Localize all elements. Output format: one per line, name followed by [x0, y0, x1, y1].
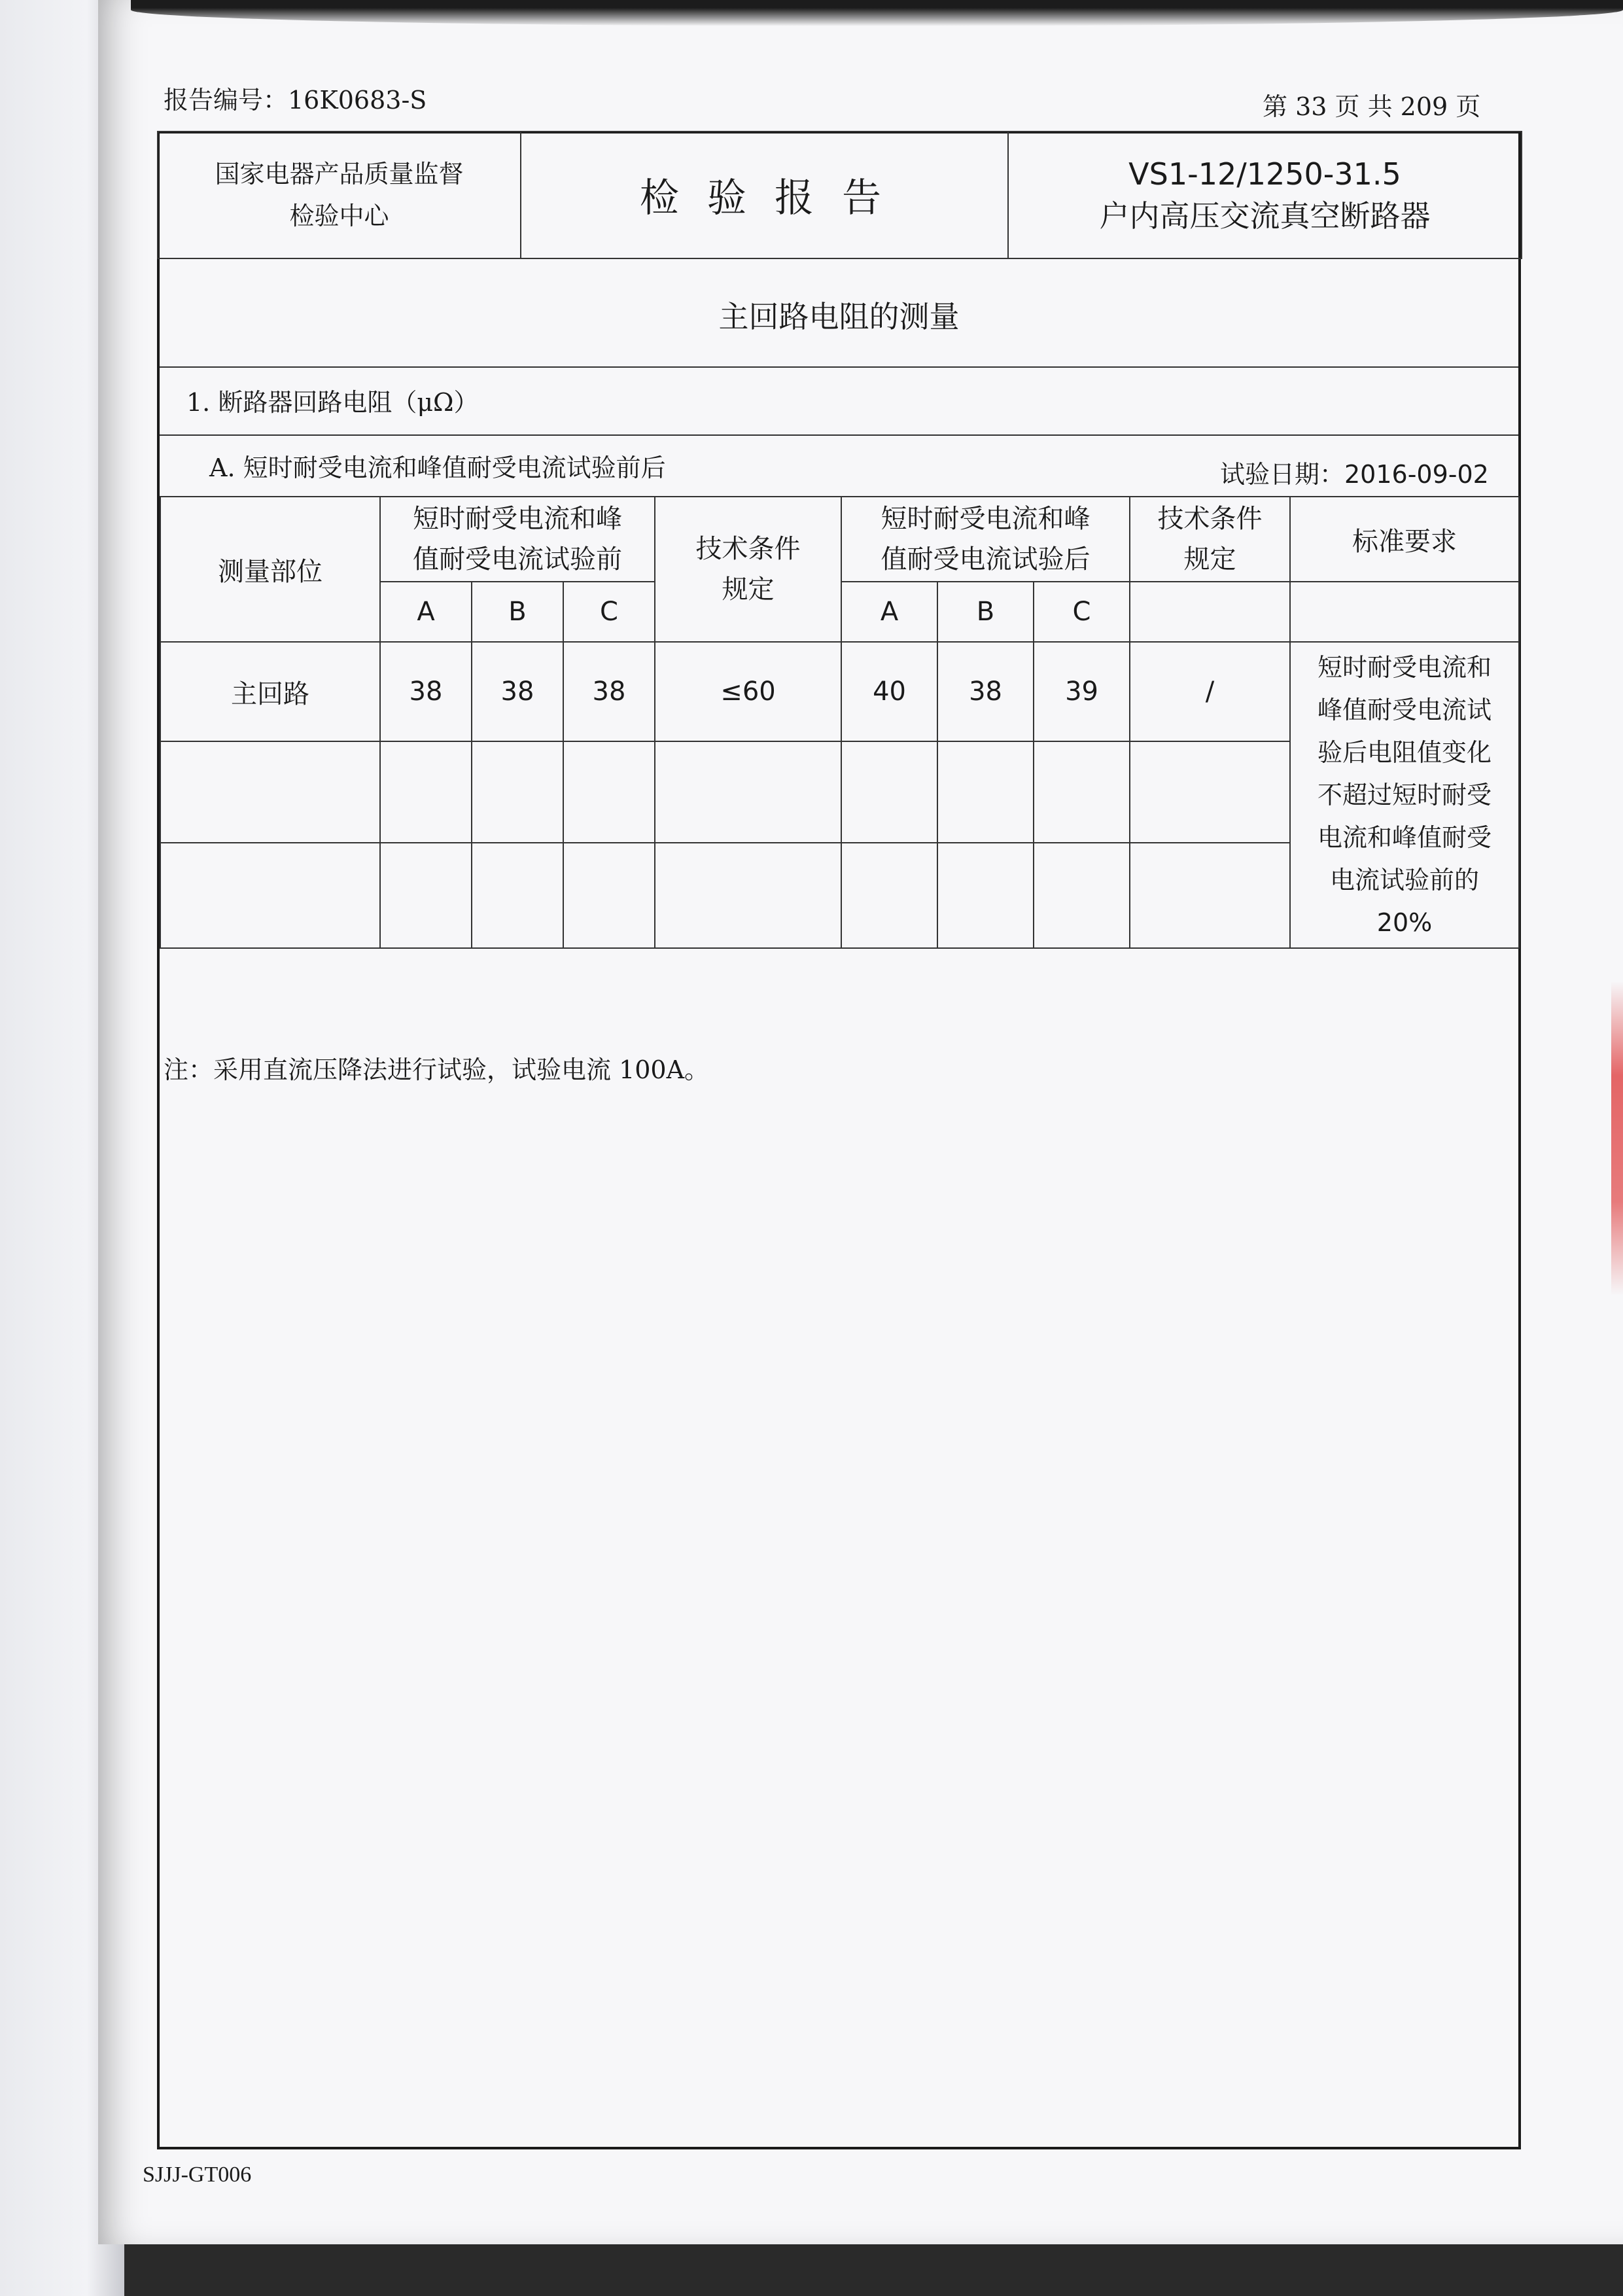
- header-standard: 标准要求: [1290, 497, 1519, 582]
- resistance-table: [160, 496, 1520, 949]
- form-code: SJJJ-GT006: [143, 2163, 252, 2187]
- spec-value: ≤60: [655, 642, 841, 741]
- empty-cell: [380, 741, 472, 843]
- phase-a-before: A: [380, 582, 472, 642]
- org-line-1: 国家电器产品质量监督: [215, 160, 464, 188]
- empty-cell: [655, 741, 841, 843]
- empty-cell: [160, 741, 380, 843]
- empty-cell: [160, 843, 380, 948]
- empty-cell: [1130, 843, 1290, 948]
- standard-line: 验后电阻值变化: [1318, 737, 1492, 767]
- empty-cell: [937, 843, 1034, 948]
- phase-c-after: C: [1034, 582, 1130, 642]
- org-line-2: 检验中心: [289, 202, 389, 230]
- empty-cell: [1034, 843, 1130, 948]
- phase-a-after: A: [841, 582, 937, 642]
- header-spec-line-1: 技术条件: [695, 534, 801, 564]
- section-title: 主回路电阻的测量: [718, 299, 960, 334]
- header-after-line-2: 值耐受电流试验后: [881, 544, 1091, 574]
- before-c-value: 38: [563, 642, 655, 741]
- standard-line: 峰值耐受电流试: [1318, 695, 1492, 724]
- divider: [160, 434, 1518, 436]
- empty-cell: [1130, 582, 1290, 642]
- header-before-line-1: 短时耐受电流和峰: [413, 504, 622, 534]
- phase-b-before: B: [472, 582, 563, 642]
- empty-cell: [563, 843, 655, 948]
- empty-cell: [655, 843, 841, 948]
- empty-cell: [1290, 582, 1519, 642]
- after-a-value: 40: [841, 642, 937, 741]
- empty-cell: [472, 843, 563, 948]
- standard-line: 电流和峰值耐受: [1318, 822, 1492, 852]
- header-after: [841, 497, 1130, 582]
- empty-cell: [1034, 741, 1130, 843]
- empty-cell: [841, 741, 937, 843]
- after-c-value: 39: [1034, 642, 1130, 741]
- product-model: VS1-12/1250-31.5: [1128, 156, 1401, 192]
- report-number: 报告编号：16K0683-S: [164, 86, 427, 115]
- item-title: A. 短时耐受电流和峰值耐受电流试验前后: [209, 453, 666, 482]
- report-title: 检 验 报 告: [639, 175, 890, 221]
- empty-cell: [937, 741, 1034, 843]
- content-frame: [157, 131, 1521, 2149]
- header-spec-2-line-1: 技术条件: [1157, 504, 1263, 534]
- product-name: 户内高压交流真空断路器: [1099, 198, 1431, 234]
- phase-b-after: B: [937, 582, 1034, 642]
- header-spec-2: [1130, 497, 1290, 582]
- empty-cell: [563, 741, 655, 843]
- title-block: [157, 131, 1522, 259]
- header-spec-line-2: 规定: [722, 574, 775, 605]
- after-b-value: 38: [937, 642, 1034, 741]
- empty-cell: [1130, 741, 1290, 843]
- row-location: 主回路: [160, 642, 380, 741]
- product-cell: [1008, 132, 1522, 258]
- empty-cell: [472, 741, 563, 843]
- page-info: 第 33 页 共 209 页: [1263, 92, 1481, 121]
- empty-cell: [380, 843, 472, 948]
- standard-line: 电流试验前的: [1330, 865, 1480, 894]
- header-spec: [655, 497, 841, 642]
- header-before-line-2: 值耐受电流试验前: [413, 544, 622, 574]
- phase-c-before: C: [563, 582, 655, 642]
- test-note: 注：采用直流压降法进行试验，试验电流 100A。: [164, 1055, 710, 1084]
- report-title-cell: [521, 132, 1008, 258]
- standard-line: 不超过短时耐受: [1318, 780, 1492, 809]
- standard-requirement: [1290, 642, 1519, 948]
- header-spec-2-line-2: 规定: [1183, 544, 1236, 574]
- divider: [160, 366, 1518, 368]
- before-b-value: 38: [472, 642, 563, 741]
- header-after-line-1: 短时耐受电流和峰: [881, 504, 1091, 534]
- empty-cell: [841, 843, 937, 948]
- issuing-org: [158, 132, 521, 258]
- before-a-value: 38: [380, 642, 472, 741]
- standard-line: 20%: [1376, 908, 1433, 937]
- standard-line: 短时耐受电流和: [1318, 652, 1492, 682]
- header-location: 测量部位: [160, 497, 380, 642]
- spec-2-value: /: [1130, 642, 1290, 741]
- test-date: 试验日期：2016-09-02: [1220, 460, 1489, 489]
- subsection-title: 1. 断路器回路电阻（μΩ）: [186, 388, 479, 417]
- header-before: [380, 497, 655, 582]
- seal-edge: [1611, 981, 1623, 1296]
